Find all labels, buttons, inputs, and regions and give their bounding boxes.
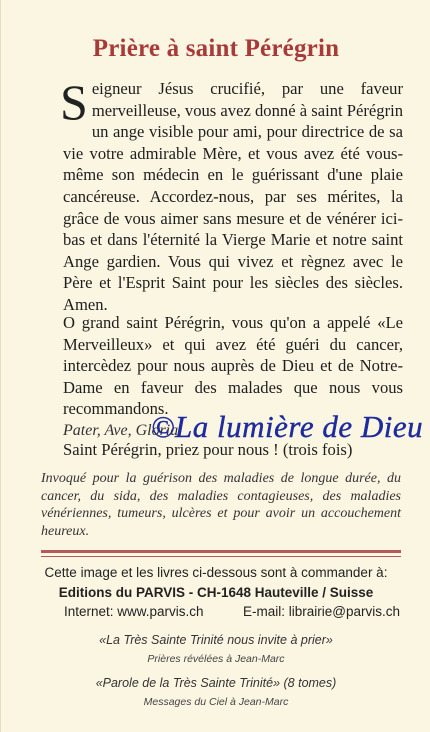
order-text: Cette image et les livres ci-dessous sont à commander à:: [44, 565, 388, 580]
book-2-title: «Parole de la Très Sainte Trinité» (8 tomes): [95, 676, 337, 690]
prayer-paragraph-1: [60, 74, 403, 316]
divider-thick: [41, 550, 401, 553]
prayer-text-1: eigneur Jésus crucifié, par une faveur merveilleuse, vous avez donné à saint Pérégrin un ange visible pour ami, pour directrice de sa vie votre admirable Mère, et vous avez été vous-même son médecin en le guérissant d'une plaie cancéreuse. Accordez-nous, par ses mérites, la grâce de vous aimer sans mesure et de vénérer ici-bas et dans l'éternité la Vierge Marie et notre saint Ange gardien. Vous qui vivez et règnez avec le Père et l'Esprit Saint pour les siècles des siècles. Amen.: [63, 79, 403, 314]
book-1-subtitle: Prières révélées à Jean-Marc: [147, 653, 285, 665]
pater-ave-gloria: Pater, Ave, Gloria: [63, 422, 179, 439]
invocation-text: Invoqué pour la guérison des maladies de longue durée, du cancer, du sida, des maladies contagieuses, des maladies vénériennes, tumeurs, ulcères et pour avoir un accouchement heureux.: [41, 471, 401, 539]
website-text: Internet: www.parvis.ch: [64, 604, 204, 619]
divider-thin: [41, 556, 401, 557]
contact-row: [64, 604, 400, 619]
book-2-subtitle: Messages du Ciel à Jean-Marc: [143, 696, 289, 708]
book-1-title: «La Très Sainte Trinité nous invite à prier»: [99, 633, 333, 647]
watermark: ©La lumière de Dieu: [151, 409, 424, 444]
saint-invocation-line: Saint Pérégrin, priez pour nous ! (trois fois): [63, 440, 353, 459]
email-text: E-mail: librairie@parvis.ch: [243, 604, 400, 619]
prayer-paragraph-2: [63, 312, 403, 420]
publisher-name: Editions du PARVIS - CH-1648 Hauteville / Suisse: [58, 585, 374, 600]
prayer-text-2: O grand saint Pérégrin, vous qu'on a appelé «Le Merveilleux» et qui avez été guéri du cancer, intercèdez pour nous auprès de Dieu et de Notre-Dame en faveur des malades que nous vous recommandons.: [63, 313, 403, 419]
drop-cap: S: [60, 74, 88, 130]
prayer-title: Prière à saint Pérégrin: [92, 35, 340, 62]
